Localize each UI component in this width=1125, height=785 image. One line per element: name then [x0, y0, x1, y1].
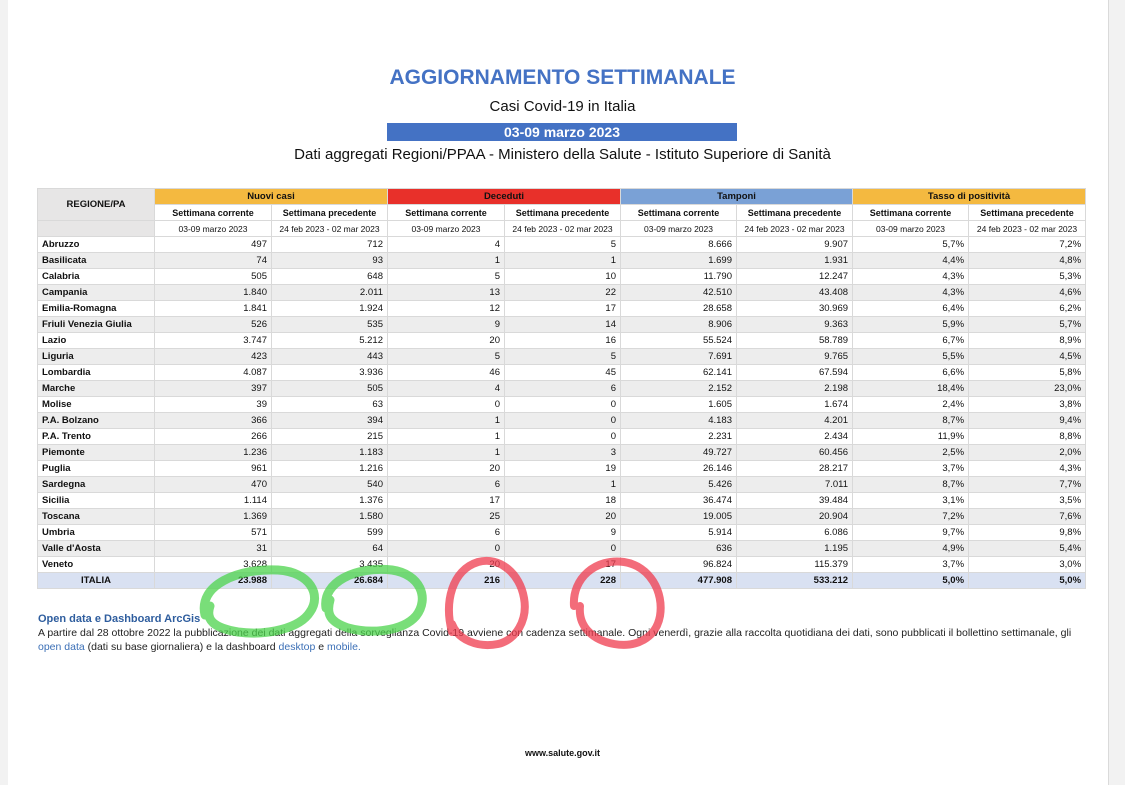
value-cell: 5,4% [969, 541, 1086, 557]
subheader-previous: Settimana precedente [505, 205, 621, 221]
value-cell: 4,3% [853, 285, 969, 301]
period-previous: 24 feb 2023 - 02 mar 2023 [969, 221, 1086, 237]
value-cell: 8,7% [853, 477, 969, 493]
value-cell: 28.217 [737, 461, 853, 477]
region-name-cell: Campania [38, 285, 155, 301]
value-cell: 17 [388, 493, 505, 509]
value-cell: 5,7% [969, 317, 1086, 333]
value-cell: 216 [388, 573, 505, 589]
value-cell: 5,7% [853, 237, 969, 253]
value-cell: 93 [272, 253, 388, 269]
value-cell: 0 [388, 397, 505, 413]
value-cell: 5,5% [853, 349, 969, 365]
table-row [38, 429, 1086, 445]
value-cell: 6 [388, 477, 505, 493]
value-cell: 394 [272, 413, 388, 429]
value-cell: 9.363 [737, 317, 853, 333]
region-name-cell: Sardegna [38, 477, 155, 493]
value-cell: 1.841 [155, 301, 272, 317]
subheader-current: Settimana corrente [853, 205, 969, 221]
value-cell: 6 [388, 525, 505, 541]
notes-paragraph [38, 626, 1088, 654]
value-cell: 39.484 [737, 493, 853, 509]
subheader-previous: Settimana precedente [272, 205, 388, 221]
region-name-cell: Veneto [38, 557, 155, 573]
value-cell: 2.152 [621, 381, 737, 397]
group-header-nuovi-casi: Nuovi casi [155, 189, 388, 205]
value-cell: 9.765 [737, 349, 853, 365]
value-cell: 0 [505, 397, 621, 413]
value-cell: 3,8% [969, 397, 1086, 413]
region-header-spacer [38, 221, 155, 237]
table-row [38, 365, 1086, 381]
period-previous: 24 feb 2023 - 02 mar 2023 [505, 221, 621, 237]
value-cell: 2,4% [853, 397, 969, 413]
table-row [38, 381, 1086, 397]
value-cell: 5,9% [853, 317, 969, 333]
value-cell: 5 [505, 349, 621, 365]
value-cell: 42.510 [621, 285, 737, 301]
value-cell: 4,6% [969, 285, 1086, 301]
value-cell: 443 [272, 349, 388, 365]
region-name-cell: Valle d'Aosta [38, 541, 155, 557]
value-cell: 74 [155, 253, 272, 269]
value-cell: 115.379 [737, 557, 853, 573]
value-cell: 497 [155, 237, 272, 253]
value-cell: 3,7% [853, 461, 969, 477]
subheader-current: Settimana corrente [621, 205, 737, 221]
value-cell: 6,6% [853, 365, 969, 381]
period-current: 03-09 marzo 2023 [155, 221, 272, 237]
table-row [38, 333, 1086, 349]
subheader-current: Settimana corrente [155, 205, 272, 221]
value-cell: 3,5% [969, 493, 1086, 509]
subheader-previous: Settimana precedente [737, 205, 853, 221]
group-header-tamponi: Tamponi [621, 189, 853, 205]
value-cell: 1.924 [272, 301, 388, 317]
table-row [38, 237, 1086, 253]
notes-text-3: e [315, 641, 327, 653]
value-cell: 12.247 [737, 269, 853, 285]
value-cell: 1 [505, 253, 621, 269]
value-cell: 20 [388, 557, 505, 573]
value-cell: 49.727 [621, 445, 737, 461]
value-cell: 1.236 [155, 445, 272, 461]
table-row [38, 493, 1086, 509]
subheader-previous: Settimana precedente [969, 205, 1086, 221]
region-name-cell: Sicilia [38, 493, 155, 509]
region-name-cell: P.A. Trento [38, 429, 155, 445]
value-cell: 20.904 [737, 509, 853, 525]
footer-url: www.salute.gov.it [524, 748, 600, 758]
value-cell: 2,0% [969, 445, 1086, 461]
value-cell: 46 [388, 365, 505, 381]
value-cell: 3,1% [853, 493, 969, 509]
region-name-cell: P.A. Bolzano [38, 413, 155, 429]
value-cell: 1.674 [737, 397, 853, 413]
value-cell: 11.790 [621, 269, 737, 285]
value-cell: 5 [388, 349, 505, 365]
value-cell: 4,5% [969, 349, 1086, 365]
value-cell: 470 [155, 477, 272, 493]
value-cell: 397 [155, 381, 272, 397]
value-cell: 16 [505, 333, 621, 349]
value-cell: 45 [505, 365, 621, 381]
value-cell: 28.658 [621, 301, 737, 317]
value-cell: 3.628 [155, 557, 272, 573]
value-cell: 1.216 [272, 461, 388, 477]
value-cell: 20 [388, 461, 505, 477]
value-cell: 7,2% [853, 509, 969, 525]
value-cell: 22 [505, 285, 621, 301]
value-cell: 67.594 [737, 365, 853, 381]
table-row [38, 461, 1086, 477]
subheader-current: Settimana corrente [388, 205, 505, 221]
value-cell: 4,4% [853, 253, 969, 269]
value-cell: 7.691 [621, 349, 737, 365]
week-banner: 03-09 marzo 2023 [387, 123, 737, 141]
value-cell: 3.747 [155, 333, 272, 349]
value-cell: 17 [505, 301, 621, 317]
value-cell: 1 [505, 477, 621, 493]
value-cell: 4.201 [737, 413, 853, 429]
value-cell: 36.474 [621, 493, 737, 509]
value-cell: 505 [272, 381, 388, 397]
value-cell: 18,4% [853, 381, 969, 397]
table-row [38, 269, 1086, 285]
value-cell: 3,0% [969, 557, 1086, 573]
value-cell: 5 [388, 269, 505, 285]
value-cell: 4,9% [853, 541, 969, 557]
value-cell: 423 [155, 349, 272, 365]
value-cell: 14 [505, 317, 621, 333]
value-cell: 5.212 [272, 333, 388, 349]
value-cell: 8,9% [969, 333, 1086, 349]
value-cell: 7,6% [969, 509, 1086, 525]
value-cell: 5.426 [621, 477, 737, 493]
table-row [38, 349, 1086, 365]
value-cell: 636 [621, 541, 737, 557]
region-name-cell: Friuli Venezia Giulia [38, 317, 155, 333]
value-cell: 2.434 [737, 429, 853, 445]
value-cell: 12 [388, 301, 505, 317]
value-cell: 477.908 [621, 573, 737, 589]
value-cell: 55.524 [621, 333, 737, 349]
region-column-header: REGIONE/PA [38, 189, 155, 221]
value-cell: 8.906 [621, 317, 737, 333]
value-cell: 1.183 [272, 445, 388, 461]
value-cell: 9,4% [969, 413, 1086, 429]
value-cell: 19 [505, 461, 621, 477]
value-cell: 23.988 [155, 573, 272, 589]
total-row [38, 573, 1086, 589]
value-cell: 63 [272, 397, 388, 413]
value-cell: 5 [505, 237, 621, 253]
value-cell: 62.141 [621, 365, 737, 381]
value-cell: 1.369 [155, 509, 272, 525]
value-cell: 5.914 [621, 525, 737, 541]
value-cell: 30.969 [737, 301, 853, 317]
value-cell: 3.435 [272, 557, 388, 573]
value-cell: 6,7% [853, 333, 969, 349]
value-cell: 1.699 [621, 253, 737, 269]
period-current: 03-09 marzo 2023 [853, 221, 969, 237]
value-cell: 228 [505, 573, 621, 589]
value-cell: 9,8% [969, 525, 1086, 541]
region-name-cell: Umbria [38, 525, 155, 541]
period-current: 03-09 marzo 2023 [388, 221, 505, 237]
region-name-cell: Marche [38, 381, 155, 397]
value-cell: 571 [155, 525, 272, 541]
table-row [38, 301, 1086, 317]
value-cell: 10 [505, 269, 621, 285]
open-data-link[interactable]: open data [38, 641, 85, 653]
table-row [38, 477, 1086, 493]
value-cell: 13 [388, 285, 505, 301]
table-row [38, 525, 1086, 541]
value-cell: 3.936 [272, 365, 388, 381]
value-cell: 25 [388, 509, 505, 525]
value-cell: 5,0% [853, 573, 969, 589]
value-cell: 8.666 [621, 237, 737, 253]
table-row [38, 541, 1086, 557]
region-name-cell: Lazio [38, 333, 155, 349]
value-cell: 58.789 [737, 333, 853, 349]
region-name-cell: Molise [38, 397, 155, 413]
value-cell: 6,4% [853, 301, 969, 317]
value-cell: 1 [388, 253, 505, 269]
value-cell: 11,9% [853, 429, 969, 445]
value-cell: 26.684 [272, 573, 388, 589]
value-cell: 1 [388, 445, 505, 461]
group-header-deceduti: Deceduti [388, 189, 621, 205]
value-cell: 4,8% [969, 253, 1086, 269]
value-cell: 4.183 [621, 413, 737, 429]
value-cell: 9,7% [853, 525, 969, 541]
table-row [38, 285, 1086, 301]
value-cell: 2.011 [272, 285, 388, 301]
value-cell: 5,3% [969, 269, 1086, 285]
value-cell: 60.456 [737, 445, 853, 461]
value-cell: 535 [272, 317, 388, 333]
value-cell: 4 [388, 381, 505, 397]
value-cell: 39 [155, 397, 272, 413]
notes-text-1: A partire dal 28 ottobre 2022 la pubblicazione dei dati aggregati della sorveglianza Covid-19 avviene con cadenza settimanale. Ogni venerdì, grazie alla raccolta quotidiana dei dati, sono pubblicati il bollettino settimanale, gli [38, 627, 1072, 639]
value-cell: 5,0% [969, 573, 1086, 589]
value-cell: 31 [155, 541, 272, 557]
value-cell: 1.931 [737, 253, 853, 269]
value-cell: 9 [388, 317, 505, 333]
value-cell: 26.146 [621, 461, 737, 477]
value-cell: 5,8% [969, 365, 1086, 381]
value-cell: 2,5% [853, 445, 969, 461]
value-cell: 1.376 [272, 493, 388, 509]
value-cell: 4,3% [969, 461, 1086, 477]
region-name-cell: Liguria [38, 349, 155, 365]
value-cell: 1.605 [621, 397, 737, 413]
value-cell: 526 [155, 317, 272, 333]
value-cell: 961 [155, 461, 272, 477]
data-source-line: Dati aggregati Regioni/PPAA - Ministero della Salute - Istituto Superiore di Sanità [294, 146, 831, 163]
table-row [38, 397, 1086, 413]
value-cell: 6.086 [737, 525, 853, 541]
table-body [38, 237, 1086, 589]
value-cell: 20 [388, 333, 505, 349]
table-row [38, 413, 1086, 429]
value-cell: 64 [272, 541, 388, 557]
value-cell: 1.195 [737, 541, 853, 557]
value-cell: 96.824 [621, 557, 737, 573]
value-cell: 533.212 [737, 573, 853, 589]
value-cell: 6,2% [969, 301, 1086, 317]
page-subtitle: Casi Covid-19 in Italia [489, 98, 636, 115]
value-cell: 8,7% [853, 413, 969, 429]
group-header-tasso-positivita: Tasso di positività [853, 189, 1086, 205]
value-cell: 3,7% [853, 557, 969, 573]
value-cell: 0 [505, 541, 621, 557]
value-cell: 0 [505, 413, 621, 429]
value-cell: 540 [272, 477, 388, 493]
value-cell: 7.011 [737, 477, 853, 493]
region-name-cell: Basilicata [38, 253, 155, 269]
region-name-cell: Emilia-Romagna [38, 301, 155, 317]
period-current: 03-09 marzo 2023 [621, 221, 737, 237]
mobile-link[interactable]: mobile. [326, 641, 361, 653]
value-cell: 43.408 [737, 285, 853, 301]
value-cell: 4 [388, 237, 505, 253]
value-cell: 4.087 [155, 365, 272, 381]
period-previous: 24 feb 2023 - 02 mar 2023 [272, 221, 388, 237]
value-cell: 20 [505, 509, 621, 525]
value-cell: 366 [155, 413, 272, 429]
notes-text-2: (dati su base giornaliera) e la dashboard [84, 641, 279, 653]
desktop-link[interactable]: desktop [278, 641, 316, 653]
value-cell: 3 [505, 445, 621, 461]
open-data-heading: Open data e Dashboard ArcGis [38, 613, 201, 625]
value-cell: 266 [155, 429, 272, 445]
region-name-cell: Puglia [38, 461, 155, 477]
value-cell: 9 [505, 525, 621, 541]
region-name-cell: Piemonte [38, 445, 155, 461]
value-cell: 505 [155, 269, 272, 285]
period-previous: 24 feb 2023 - 02 mar 2023 [737, 221, 853, 237]
value-cell: 1 [388, 429, 505, 445]
value-cell: 6 [505, 381, 621, 397]
weekly-data-table [37, 188, 1086, 589]
value-cell: 2.198 [737, 381, 853, 397]
table-row [38, 317, 1086, 333]
value-cell: 19.005 [621, 509, 737, 525]
table-row [38, 509, 1086, 525]
value-cell: 7,2% [969, 237, 1086, 253]
value-cell: 0 [505, 429, 621, 445]
value-cell: 9.907 [737, 237, 853, 253]
region-name-cell: ITALIA [38, 573, 155, 589]
value-cell: 1.114 [155, 493, 272, 509]
region-name-cell: Calabria [38, 269, 155, 285]
region-name-cell: Abruzzo [38, 237, 155, 253]
value-cell: 712 [272, 237, 388, 253]
table-row [38, 557, 1086, 573]
table-row [38, 445, 1086, 461]
region-name-cell: Toscana [38, 509, 155, 525]
value-cell: 648 [272, 269, 388, 285]
value-cell: 599 [272, 525, 388, 541]
region-name-cell: Lombardia [38, 365, 155, 381]
value-cell: 2.231 [621, 429, 737, 445]
page-title: AGGIORNAMENTO SETTIMANALE [389, 66, 736, 89]
value-cell: 17 [505, 557, 621, 573]
value-cell: 23,0% [969, 381, 1086, 397]
value-cell: 215 [272, 429, 388, 445]
value-cell: 1 [388, 413, 505, 429]
table-row [38, 253, 1086, 269]
value-cell: 1.840 [155, 285, 272, 301]
value-cell: 0 [388, 541, 505, 557]
value-cell: 18 [505, 493, 621, 509]
value-cell: 1.580 [272, 509, 388, 525]
value-cell: 4,3% [853, 269, 969, 285]
value-cell: 8,8% [969, 429, 1086, 445]
value-cell: 7,7% [969, 477, 1086, 493]
